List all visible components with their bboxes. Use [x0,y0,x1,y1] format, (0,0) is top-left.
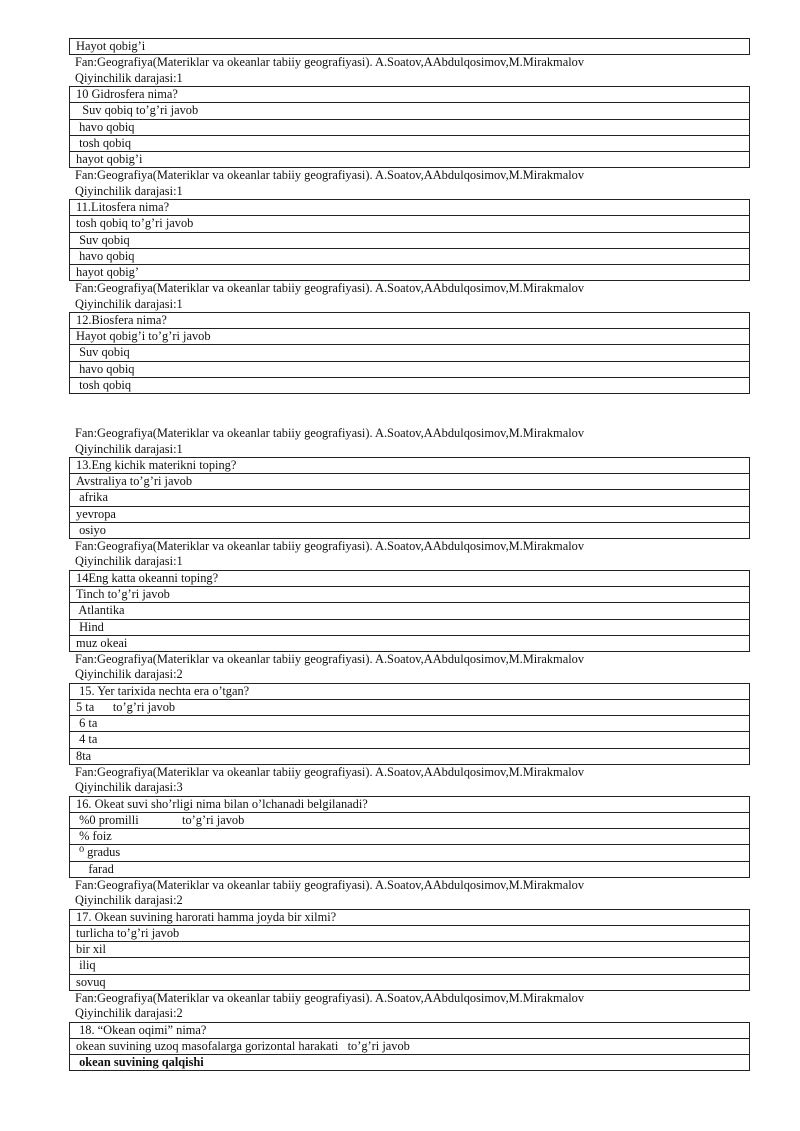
question-row: 12.Biosfera nima? [70,313,749,329]
question-table [69,683,750,765]
answer-row: havo qobiq [70,362,749,378]
question-table [69,796,750,878]
answer-row: tosh qobiq [70,378,749,394]
answer-row: 6 ta [70,716,749,732]
answer-row: 4 ta [70,732,749,748]
question-table [69,312,750,394]
answer-row: iliq [70,958,749,974]
answer-row: havo qobiq [70,120,749,136]
answer-row: hayot qobig’ [70,265,749,281]
blank-gap [69,394,750,426]
answer-row: Hind [70,620,749,636]
difficulty-line: Qiyinchilik darajasi:1 [75,296,183,311]
question-row: 18. “Okean oqimi” nima? [70,1023,749,1039]
subject-line: Fan:Geografiya(Materiklar va okeanlar tabiiy geografiyasi). A.Soatov,AAbdulqosimov,M.Mirakmalov [75,764,585,779]
answer-row: afrika [70,490,749,506]
subject-line: Fan:Geografiya(Materiklar va okeanlar tabiiy geografiyasi). A.Soatov,AAbdulqosimov,M.Mirakmalov [75,168,585,183]
subject-line: Fan:Geografiya(Materiklar va okeanlar tabiiy geografiyasi). A.Soatov,AAbdulqosimov,M.Mirakmalov [75,281,585,296]
question-table [69,457,750,539]
question-table [69,199,750,281]
subject-line: Fan:Geografiya(Materiklar va okeanlar tabiiy geografiyasi). A.Soatov,AAbdulqosimov,M.Mirakmalov [75,55,585,70]
question-row: 10 Gidrosfera nima? [70,87,749,103]
subject-line: Fan:Geografiya(Materiklar va okeanlar tabiiy geografiyasi). A.Soatov,AAbdulqosimov,M.Mirakmalov [75,651,585,666]
answer-row: Hayot qobig’i to’g’ri javob [70,329,749,345]
answer-row: okean suvining qalqishi [70,1055,749,1071]
answer-row: %0 promilli to’g’ri javob [70,813,749,829]
answer-row: farad [70,862,749,878]
question-table [69,570,750,652]
question-table [69,1022,750,1072]
document-page [69,38,750,1071]
subject-line: Fan:Geografiya(Materiklar va okeanlar tabiiy geografiyasi). A.Soatov,AAbdulqosimov,M.Mirakmalov [75,538,585,553]
difficulty-line: Qiyinchilik darajasi:1 [75,183,183,198]
answer-row: hayot qobig’i [70,152,749,168]
subject-line: Fan:Geografiya(Materiklar va okeanlar tabiiy geografiyasi). A.Soatov,AAbdulqosimov,M.Mirakmalov [75,990,585,1005]
answer-row: yevropa [70,507,749,523]
answer-row: turlicha to’g’ri javob [70,926,749,942]
question-row: 13.Eng kichik materikni toping? [70,458,749,474]
answer-row: havo qobiq [70,249,749,265]
answer-row: tosh qobiq to’g’ri javob [70,216,749,232]
answer-row: 5 ta to’g’ri javob [70,700,749,716]
difficulty-line: Qiyinchilik darajasi:2 [75,1006,183,1021]
answer-row: osiyo [70,523,749,539]
answer-row: % foiz [70,829,749,845]
difficulty-line: Qiyinchilik darajasi:2 [75,667,183,682]
answer-row: 8ta [70,749,749,765]
answer-row: bir xil [70,942,749,958]
answer-row: Hayot qobig’i [70,39,749,55]
question-row: 17. Okean suvining harorati hamma joyda bir xilmi? [70,910,749,926]
answer-row: ⁰ gradus [70,845,749,861]
answer-row: tosh qobiq [70,136,749,152]
subject-line: Fan:Geografiya(Materiklar va okeanlar tabiiy geografiyasi). A.Soatov,AAbdulqosimov,M.Mirakmalov [75,426,585,440]
answer-row: Avstraliya to’g’ri javob [70,474,749,490]
question-row: 14Eng katta okeanni toping? [70,571,749,587]
question-table [69,86,750,168]
answer-row: Atlantika [70,603,749,619]
question-table [69,909,750,991]
answer-row: Suv qobiq to’g’ri javob [70,103,749,119]
answer-row: Suv qobiq [70,345,749,361]
difficulty-line: Qiyinchilik darajasi:2 [75,893,183,908]
answer-row: muz okeai [70,636,749,652]
answer-row: Suv qobiq [70,233,749,249]
answer-table [69,38,750,55]
question-row: 11.Litosfera nima? [70,200,749,216]
difficulty-line: Qiyinchilik darajasi:1 [75,554,183,569]
answer-row: okean suvining uzoq masofalarga gorizontal harakati to’g’ri javob [70,1039,749,1055]
answer-row: Tinch to’g’ri javob [70,587,749,603]
difficulty-line: Qiyinchilik darajasi:3 [75,780,183,795]
difficulty-line: Qiyinchilik darajasi:1 [75,441,183,456]
question-row: 15. Yer tarixida nechta era o’tgan? [70,684,749,700]
subject-line: Fan:Geografiya(Materiklar va okeanlar tabiiy geografiyasi). A.Soatov,AAbdulqosimov,M.Mirakmalov [75,877,585,892]
question-row: 16. Okeat suvi sho’rligi nima bilan o’lchanadi belgilanadi? [70,797,749,813]
answer-row: sovuq [70,975,749,991]
difficulty-line: Qiyinchilik darajasi:1 [75,70,183,85]
